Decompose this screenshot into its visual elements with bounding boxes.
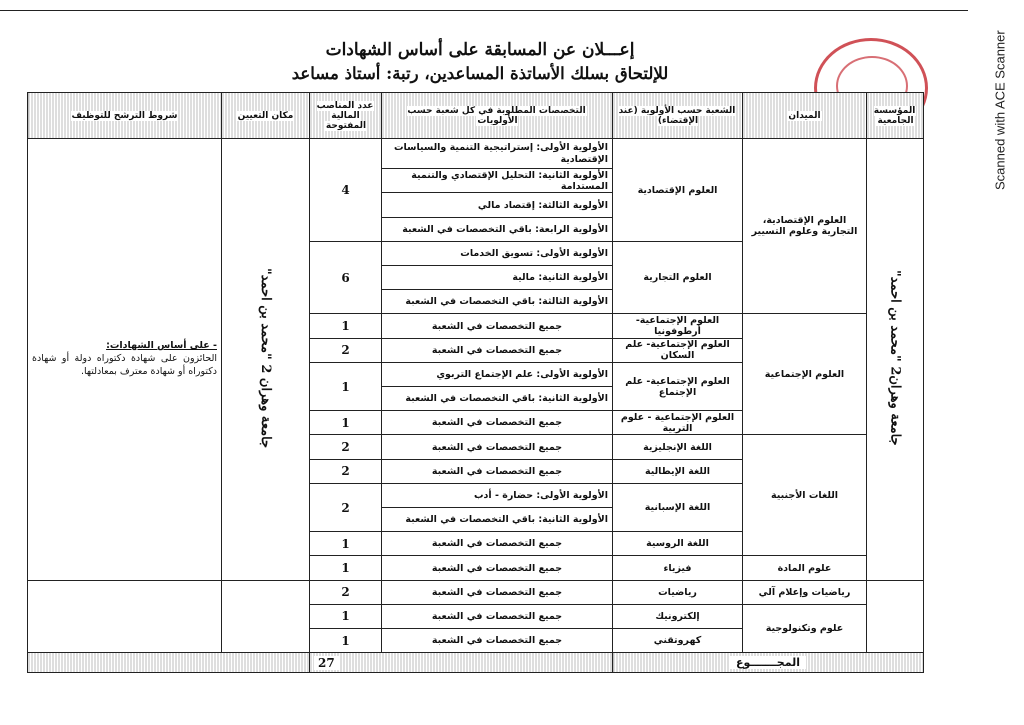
institution-cell-cont: [867, 580, 924, 653]
specialty-cell: جميع التخصصات في الشعبة: [382, 338, 613, 362]
branch-socio: العلوم الإجتماعية- علم الإجتماع: [613, 362, 743, 410]
branch-edu: العلوم الإجتماعية - علوم التربية: [613, 411, 743, 435]
specialty-cell: الأولوية الرابعة: باقي التخصصات في الشعبة: [382, 217, 613, 241]
branch-electronics: إلكترونيك: [613, 604, 743, 628]
count-spanish: 2: [310, 483, 382, 531]
count-electronics: 1: [310, 604, 382, 628]
specialty-cell: الأولوية الثالثة: باقي التخصصات في الشعبة: [382, 290, 613, 314]
field-social: العلوم الإجتماعية: [743, 314, 867, 435]
table-row: [28, 139, 924, 169]
count-physics: 1: [310, 556, 382, 580]
branch-econ: العلوم الإقتصادية: [613, 139, 743, 241]
conditions-heading: - على أساس الشهادات:: [106, 340, 217, 352]
header-specialties: التخصصات المطلوبة في كل شعبة حسب الأولويات: [382, 93, 613, 139]
specialty-cell: جميع التخصصات في الشعبة: [382, 556, 613, 580]
count-edu: 1: [310, 411, 382, 435]
branch-english: اللغة الإنجليزية: [613, 435, 743, 459]
branch-spanish: اللغة الإسبانية: [613, 483, 743, 531]
specialty-cell: جميع التخصصات في الشعبة: [382, 629, 613, 653]
announcement-subtitle: للإلتحاق بسلك الأساتذة المساعدين، رتبة: أستاذ مساعد: [291, 64, 669, 83]
header-location: مكان التعيين: [222, 93, 310, 139]
header-field: الميدان: [743, 93, 867, 139]
count-maths: 2: [310, 580, 382, 604]
specialty-cell: الأولوية الأولى: تسويق الخدمات: [382, 241, 613, 265]
total-value: 27: [314, 656, 339, 670]
specialty-cell: جميع التخصصات في الشعبة: [382, 580, 613, 604]
specialty-cell: الأولوية الثانية: باقي التخصصات في الشعبة: [382, 387, 613, 411]
total-label: المجـــــــوع: [730, 656, 806, 669]
branch-physics: فيزياء: [613, 556, 743, 580]
conditions-body: الحائزون على شهادة دكتوراه دولة أو شهادة دكتوراه أو شهادة معترف بمعادلتها.: [32, 353, 217, 377]
specialty-cell: الأولوية الأولى: علم الإجتماع التربوي: [382, 362, 613, 386]
specialty-cell: جميع التخصصات في الشعبة: [382, 459, 613, 483]
specialty-cell: جميع التخصصات في الشعبة: [382, 532, 613, 556]
location-name: جامعة وهران 2 "محمد بن احمد": [258, 267, 273, 449]
conditions-cell: [28, 139, 222, 580]
header-positions: عدد المناصب المالية المفتوحة: [310, 93, 382, 139]
specialty-cell: جميع التخصصات في الشعبة: [382, 411, 613, 435]
branch-electrotech: كهروتقني: [613, 629, 743, 653]
count-ortho: 1: [310, 314, 382, 338]
count-econ: 4: [310, 139, 382, 241]
total-value-cell: [310, 653, 613, 673]
specialty-cell: جميع التخصصات في الشعبة: [382, 435, 613, 459]
branch-italian: اللغة الإيطالية: [613, 459, 743, 483]
field-tech: علوم وتكنولوجية: [743, 604, 867, 652]
header-conditions: شروط الترشح للتوظيف: [28, 93, 222, 139]
count-commerce: 6: [310, 241, 382, 314]
specialty-cell: جميع التخصصات في الشعبة: [382, 604, 613, 628]
header-institution: المؤسسة الجامعية: [867, 93, 924, 139]
specialty-cell: الأولوية الثانية: باقي التخصصات في الشعبة: [382, 508, 613, 532]
total-label-cell: [613, 653, 924, 673]
count-demo: 2: [310, 338, 382, 362]
field-languages: اللغات الأجنبية: [743, 435, 867, 556]
branch-russian: اللغة الروسية: [613, 532, 743, 556]
branch-ortho: العلوم الإجتماعية- أرطوفونيا: [613, 314, 743, 338]
total-row: [28, 653, 924, 673]
header-row: [28, 93, 924, 139]
branch-maths: رياضيات: [613, 580, 743, 604]
count-electrotech: 1: [310, 629, 382, 653]
scanner-watermark: Scanned with ACE Scanner: [992, 30, 1008, 190]
branch-demo: العلوم الإجتماعية- علم السكان: [613, 338, 743, 362]
table-row: [28, 580, 924, 604]
count-english: 2: [310, 435, 382, 459]
header-branch: الشعبة حسب الأولوية (عند الإقتضاء): [613, 93, 743, 139]
field-economic: العلوم الإقتصادية، التجارية وعلوم التسيير: [743, 139, 867, 314]
specialty-cell: جميع التخصصات في الشعبة: [382, 314, 613, 338]
count-russian: 1: [310, 532, 382, 556]
specialty-cell: الأولوية الأولى: حضارة - أدب: [382, 483, 613, 507]
count-italian: 2: [310, 459, 382, 483]
conditions-cell-cont: [28, 580, 222, 653]
location-cell: [222, 139, 310, 580]
field-matter: علوم المادة: [743, 556, 867, 580]
top-rule: [0, 10, 968, 11]
specialty-cell: الأولوية الثالثة: إقتصاد مالي: [382, 193, 613, 217]
institution-cell: [867, 139, 924, 580]
specialty-cell: الأولوية الثانية: التحليل الإقتصادي والتنمية المستدامة: [382, 169, 613, 193]
specialty-cell: الأولوية الثانية: مالية: [382, 266, 613, 290]
branch-commerce: العلوم التجارية: [613, 241, 743, 314]
field-math: رياضيات وإعلام آلي: [743, 580, 867, 604]
total-filler: [28, 653, 310, 673]
specialty-cell: الأولوية الأولى: إستراتيجية التنمية والسياسات الإقتصادية: [382, 139, 613, 169]
announcement-title: إعـــلان عن المسابقة على أساس الشهادات: [325, 40, 635, 60]
positions-table: [27, 92, 924, 673]
location-cell-cont: [222, 580, 310, 653]
count-socio: 1: [310, 362, 382, 410]
institution-name: جامعة وهران2 "محمد بن احمد": [887, 270, 903, 446]
